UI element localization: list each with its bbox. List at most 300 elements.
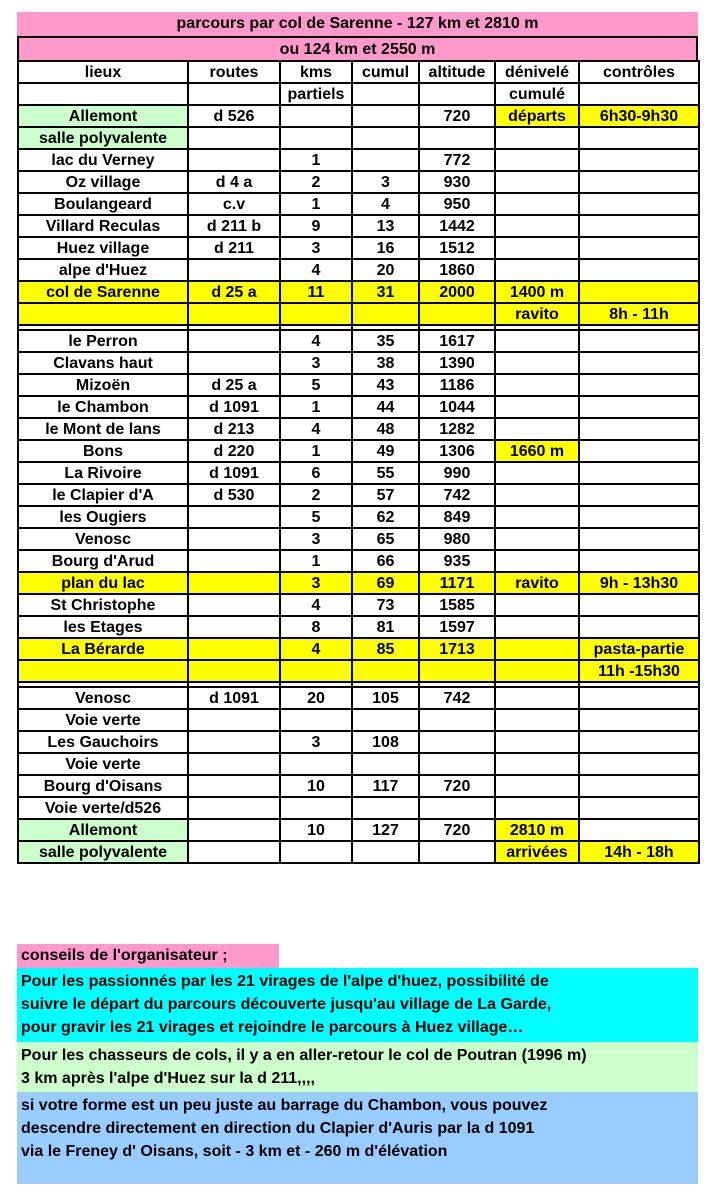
table-cell xyxy=(188,638,280,660)
table-cell xyxy=(280,753,352,775)
table-cell: 2 xyxy=(280,484,352,506)
table-cell: d 25 a xyxy=(188,374,280,396)
table-row xyxy=(18,303,699,325)
table-row xyxy=(18,193,699,215)
table-cell xyxy=(352,105,419,127)
table-cell xyxy=(188,506,280,528)
table-cell: c.v xyxy=(188,193,280,215)
table-cell xyxy=(495,396,579,418)
table-cell: 742 xyxy=(419,484,495,506)
table-cell: cumul xyxy=(352,61,419,83)
table-cell xyxy=(495,171,579,193)
table-cell xyxy=(188,149,280,171)
table-cell: 1 xyxy=(280,149,352,171)
table-cell: 1512 xyxy=(419,237,495,259)
table-cell: 3 xyxy=(280,352,352,374)
title-line-2: ou 124 km et 2550 m xyxy=(17,36,698,60)
table-cell: 1713 xyxy=(419,638,495,660)
header-subrow xyxy=(18,83,699,105)
advice-line: si votre forme est un peu juste au barrage du Chambon, vous pouvez xyxy=(21,1097,548,1114)
table-cell: 1660 m xyxy=(495,440,579,462)
table-cell: 720 xyxy=(419,105,495,127)
table-cell xyxy=(188,259,280,281)
table-cell: Venosc xyxy=(18,687,188,709)
table-cell: 4 xyxy=(280,330,352,352)
table-cell: 127 xyxy=(352,819,419,841)
table-cell: 73 xyxy=(352,594,419,616)
table-cell: Allemont xyxy=(18,819,188,841)
table-cell xyxy=(495,237,579,259)
table-cell: 6h30-9h30 xyxy=(579,105,699,127)
table-row xyxy=(18,709,699,731)
table-cell xyxy=(188,775,280,797)
table-cell xyxy=(280,127,352,149)
table-cell: d 25 a xyxy=(188,281,280,303)
table-row xyxy=(18,330,699,352)
table-cell xyxy=(188,572,280,594)
table-cell: 742 xyxy=(419,687,495,709)
table-cell xyxy=(579,215,699,237)
table-row xyxy=(18,352,699,374)
table-cell: altitude xyxy=(419,61,495,83)
table-cell: d 220 xyxy=(188,440,280,462)
table-cell: 3 xyxy=(352,171,419,193)
table-cell: 44 xyxy=(352,396,419,418)
advice-box-3 xyxy=(17,1092,698,1184)
table-cell xyxy=(579,616,699,638)
advice-line: suivre le départ du parcours découverte jusqu'au village de La Garde, xyxy=(21,996,552,1013)
table-cell xyxy=(352,83,419,105)
table-cell xyxy=(579,731,699,753)
table-cell: 2000 xyxy=(419,281,495,303)
table-cell xyxy=(579,352,699,374)
table-cell: d 526 xyxy=(188,105,280,127)
table-cell: 3 xyxy=(280,528,352,550)
table-cell: 3 xyxy=(280,237,352,259)
table-cell xyxy=(495,687,579,709)
table-cell xyxy=(495,484,579,506)
advice-label: conseils de l'organisateur ; xyxy=(17,944,279,968)
advice-line: 3 km après l'alpe d'Huez sur la d 211,,,, xyxy=(21,1070,315,1087)
table-cell: 117 xyxy=(352,775,419,797)
table-cell: 20 xyxy=(280,687,352,709)
table-cell: Mizoën xyxy=(18,374,188,396)
table-cell xyxy=(188,127,280,149)
table-cell: Bourg d'Oisans xyxy=(18,775,188,797)
table-cell: Villard Reculas xyxy=(18,215,188,237)
table-cell xyxy=(280,660,352,682)
table-cell: 1 xyxy=(280,440,352,462)
table-cell: 8h - 11h xyxy=(579,303,699,325)
table-cell: 4 xyxy=(280,418,352,440)
table-cell xyxy=(495,215,579,237)
table-cell xyxy=(188,819,280,841)
table-cell: les Etages xyxy=(18,616,188,638)
table-row xyxy=(18,171,699,193)
table-cell: Bourg d'Arud xyxy=(18,550,188,572)
table-row xyxy=(18,484,699,506)
table-cell: le Chambon xyxy=(18,396,188,418)
table-row xyxy=(18,259,699,281)
table-cell xyxy=(18,660,188,682)
advice-line: Pour les chasseurs de cols, il y a en aller-retour le col de Poutran (1996 m) xyxy=(21,1047,587,1064)
table-cell: 5 xyxy=(280,374,352,396)
table-cell xyxy=(352,149,419,171)
table-cell: 11h -15h30 xyxy=(579,660,699,682)
table-cell xyxy=(495,775,579,797)
header-row xyxy=(18,61,699,83)
table-cell xyxy=(352,753,419,775)
table-cell: partiels xyxy=(280,83,352,105)
table-cell xyxy=(495,731,579,753)
table-cell xyxy=(495,660,579,682)
table-cell xyxy=(188,797,280,819)
table-cell: 9h - 13h30 xyxy=(579,572,699,594)
table-cell: 38 xyxy=(352,352,419,374)
table-cell: 1390 xyxy=(419,352,495,374)
table-row xyxy=(18,550,699,572)
table-cell: 1400 m xyxy=(495,281,579,303)
table-cell xyxy=(495,193,579,215)
table-row xyxy=(18,775,699,797)
table-cell xyxy=(188,352,280,374)
table-cell xyxy=(419,731,495,753)
table-cell: plan du lac xyxy=(18,572,188,594)
table-cell: 720 xyxy=(419,775,495,797)
table-cell: 14h - 18h xyxy=(579,841,699,863)
table-cell: d 213 xyxy=(188,418,280,440)
table-cell xyxy=(419,303,495,325)
advice-box-1 xyxy=(17,968,698,1042)
table-cell xyxy=(579,440,699,462)
table-cell xyxy=(352,127,419,149)
table-cell xyxy=(188,616,280,638)
table-cell xyxy=(188,83,280,105)
table-cell xyxy=(579,171,699,193)
table-cell xyxy=(188,303,280,325)
title-line-1: parcours par col de Sarenne - 127 km et 2810 m xyxy=(17,12,698,36)
table-cell: 10 xyxy=(280,819,352,841)
table-row xyxy=(18,841,699,863)
table-cell: d 211 b xyxy=(188,215,280,237)
table-cell xyxy=(495,374,579,396)
table-cell: 55 xyxy=(352,462,419,484)
table-cell: 4 xyxy=(280,259,352,281)
table-cell xyxy=(579,418,699,440)
table-row xyxy=(18,616,699,638)
table-cell: 950 xyxy=(419,193,495,215)
table-cell: 1617 xyxy=(419,330,495,352)
table-cell: lac du Verney xyxy=(18,149,188,171)
table-cell xyxy=(579,687,699,709)
table-cell xyxy=(352,841,419,863)
table-cell xyxy=(280,303,352,325)
table-cell xyxy=(188,731,280,753)
table-cell: 5 xyxy=(280,506,352,528)
table-cell xyxy=(579,528,699,550)
table-cell xyxy=(579,237,699,259)
table-cell xyxy=(419,660,495,682)
table-cell xyxy=(579,374,699,396)
table-cell: Huez village xyxy=(18,237,188,259)
table-row xyxy=(18,797,699,819)
table-cell: Allemont xyxy=(18,105,188,127)
table-cell xyxy=(495,352,579,374)
table-row xyxy=(18,572,699,594)
table-cell xyxy=(579,594,699,616)
table-cell xyxy=(495,638,579,660)
table-cell: 81 xyxy=(352,616,419,638)
table-cell: 980 xyxy=(419,528,495,550)
table-cell: 1442 xyxy=(419,215,495,237)
table-cell: 105 xyxy=(352,687,419,709)
table-cell xyxy=(579,709,699,731)
table-cell xyxy=(280,105,352,127)
table-cell: 49 xyxy=(352,440,419,462)
table-cell: lieux xyxy=(18,61,188,83)
table-cell xyxy=(495,127,579,149)
table-cell: 9 xyxy=(280,215,352,237)
advice-line: via le Freney d' Oisans, soit - 3 km et - 260 m d'élévation xyxy=(21,1143,448,1160)
table-cell: 35 xyxy=(352,330,419,352)
table-row xyxy=(18,638,699,660)
table-cell xyxy=(495,418,579,440)
table-cell xyxy=(495,259,579,281)
table-cell: 849 xyxy=(419,506,495,528)
table-cell: 62 xyxy=(352,506,419,528)
table-cell: cumulé xyxy=(495,83,579,105)
table-cell xyxy=(579,753,699,775)
table-cell: 990 xyxy=(419,462,495,484)
advice-box-2 xyxy=(17,1042,698,1092)
table-cell xyxy=(188,841,280,863)
table-cell: ravito xyxy=(495,303,579,325)
advice-line: Pour les passionnés par les 21 virages de l'alpe d'huez, possibilité de xyxy=(21,973,549,990)
table-cell: St Christophe xyxy=(18,594,188,616)
table-row xyxy=(18,127,699,149)
table-cell xyxy=(495,528,579,550)
table-cell xyxy=(188,660,280,682)
table-cell: 1171 xyxy=(419,572,495,594)
table-cell: d 1091 xyxy=(188,462,280,484)
table-row xyxy=(18,660,699,682)
table-cell: Venosc xyxy=(18,528,188,550)
table-cell: 108 xyxy=(352,731,419,753)
table-cell: d 530 xyxy=(188,484,280,506)
table-cell: Clavans haut xyxy=(18,352,188,374)
table-cell: 57 xyxy=(352,484,419,506)
table-cell xyxy=(579,462,699,484)
table-cell: La Rivoire xyxy=(18,462,188,484)
table-cell: ravito xyxy=(495,572,579,594)
table-cell: le Mont de lans xyxy=(18,418,188,440)
table-row xyxy=(18,594,699,616)
table-cell: le Perron xyxy=(18,330,188,352)
table-cell xyxy=(352,660,419,682)
table-cell: 930 xyxy=(419,171,495,193)
table-cell: dénivelé xyxy=(495,61,579,83)
table-cell: 16 xyxy=(352,237,419,259)
table-cell: 3 xyxy=(280,731,352,753)
advice-line: descendre directement en direction du Clapier d'Auris par la d 1091 xyxy=(21,1120,535,1137)
table-row xyxy=(18,374,699,396)
table-cell xyxy=(352,303,419,325)
table-cell xyxy=(352,797,419,819)
table-cell: 1597 xyxy=(419,616,495,638)
table-cell xyxy=(188,709,280,731)
table-cell: 66 xyxy=(352,550,419,572)
table-cell xyxy=(495,709,579,731)
table-cell xyxy=(419,841,495,863)
table-cell xyxy=(579,127,699,149)
table-cell xyxy=(419,753,495,775)
advice-line: pour gravir les 21 virages et rejoindre le parcours à Huez village… xyxy=(21,1019,524,1036)
route-table xyxy=(17,60,700,864)
table-cell: 1282 xyxy=(419,418,495,440)
table-cell xyxy=(419,83,495,105)
table-row xyxy=(18,731,699,753)
table-cell xyxy=(188,550,280,572)
table-cell: 69 xyxy=(352,572,419,594)
table-cell xyxy=(419,709,495,731)
table-cell: 1306 xyxy=(419,440,495,462)
table-cell: 1585 xyxy=(419,594,495,616)
table-cell: 13 xyxy=(352,215,419,237)
table-row xyxy=(18,149,699,171)
table-cell xyxy=(579,193,699,215)
table-cell: arrivées xyxy=(495,841,579,863)
table-cell xyxy=(352,709,419,731)
table-cell: 10 xyxy=(280,775,352,797)
table-cell xyxy=(18,303,188,325)
table-cell xyxy=(188,753,280,775)
table-cell xyxy=(579,484,699,506)
table-cell xyxy=(579,281,699,303)
table-cell: 65 xyxy=(352,528,419,550)
table-cell: pasta-partie xyxy=(579,638,699,660)
table-cell xyxy=(495,753,579,775)
table-cell xyxy=(579,506,699,528)
table-cell: d 1091 xyxy=(188,396,280,418)
table-row xyxy=(18,687,699,709)
table-cell xyxy=(419,797,495,819)
table-cell xyxy=(495,797,579,819)
table-row xyxy=(18,396,699,418)
table-cell: Les Gauchoirs xyxy=(18,731,188,753)
table-cell: 2 xyxy=(280,171,352,193)
table-cell: kms xyxy=(280,61,352,83)
table-cell: 48 xyxy=(352,418,419,440)
table-cell xyxy=(280,841,352,863)
table-row xyxy=(18,105,699,127)
table-cell: 20 xyxy=(352,259,419,281)
table-row xyxy=(18,440,699,462)
table-cell xyxy=(188,528,280,550)
table-cell xyxy=(579,819,699,841)
table-cell: salle polyvalente xyxy=(18,841,188,863)
table-cell: 772 xyxy=(419,149,495,171)
table-row xyxy=(18,753,699,775)
table-cell xyxy=(579,330,699,352)
table-cell: col de Sarenne xyxy=(18,281,188,303)
table-row xyxy=(18,237,699,259)
table-cell: 8 xyxy=(280,616,352,638)
table-cell: 31 xyxy=(352,281,419,303)
table-cell xyxy=(579,259,699,281)
table-cell xyxy=(18,83,188,105)
table-cell xyxy=(495,550,579,572)
table-cell: les Ougiers xyxy=(18,506,188,528)
table-row xyxy=(18,506,699,528)
table-cell xyxy=(495,330,579,352)
table-cell xyxy=(579,396,699,418)
table-cell: 1 xyxy=(280,193,352,215)
table-cell: Voie verte xyxy=(18,753,188,775)
table-cell: Boulangeard xyxy=(18,193,188,215)
table-cell: d 4 a xyxy=(188,171,280,193)
table-cell: 85 xyxy=(352,638,419,660)
table-cell xyxy=(280,797,352,819)
table-cell xyxy=(495,506,579,528)
table-cell: 1186 xyxy=(419,374,495,396)
table-cell: Bons xyxy=(18,440,188,462)
table-cell: d 211 xyxy=(188,237,280,259)
table-cell: 1 xyxy=(280,550,352,572)
table-cell xyxy=(579,83,699,105)
table-cell: 11 xyxy=(280,281,352,303)
table-cell xyxy=(579,550,699,572)
table-cell: alpe d'Huez xyxy=(18,259,188,281)
table-cell: Voie verte xyxy=(18,709,188,731)
table-cell: 935 xyxy=(419,550,495,572)
table-cell: 6 xyxy=(280,462,352,484)
table-cell: 1044 xyxy=(419,396,495,418)
table-cell: d 1091 xyxy=(188,687,280,709)
table-cell: 1860 xyxy=(419,259,495,281)
table-cell: contrôles xyxy=(579,61,699,83)
table-cell xyxy=(188,330,280,352)
table-cell xyxy=(495,149,579,171)
table-cell xyxy=(495,594,579,616)
table-cell xyxy=(495,462,579,484)
table-cell: routes xyxy=(188,61,280,83)
table-cell: 720 xyxy=(419,819,495,841)
table-row xyxy=(18,215,699,237)
table-cell: 2810 m xyxy=(495,819,579,841)
table-row xyxy=(18,281,699,303)
table-cell xyxy=(188,594,280,616)
table-cell xyxy=(419,127,495,149)
table-row xyxy=(18,418,699,440)
table-cell xyxy=(579,149,699,171)
table-cell: 43 xyxy=(352,374,419,396)
table-cell xyxy=(579,775,699,797)
table-row xyxy=(18,528,699,550)
table-cell: 4 xyxy=(352,193,419,215)
table-row xyxy=(18,462,699,484)
table-cell xyxy=(579,797,699,819)
table-cell: 1 xyxy=(280,396,352,418)
table-cell xyxy=(495,616,579,638)
table-cell: 4 xyxy=(280,594,352,616)
table-cell: 3 xyxy=(280,572,352,594)
table-cell: départs xyxy=(495,105,579,127)
table-cell: Oz village xyxy=(18,171,188,193)
table-cell: Voie verte/d526 xyxy=(18,797,188,819)
table-cell: le Clapier d'A xyxy=(18,484,188,506)
table-cell: salle polyvalente xyxy=(18,127,188,149)
table-cell: 4 xyxy=(280,638,352,660)
